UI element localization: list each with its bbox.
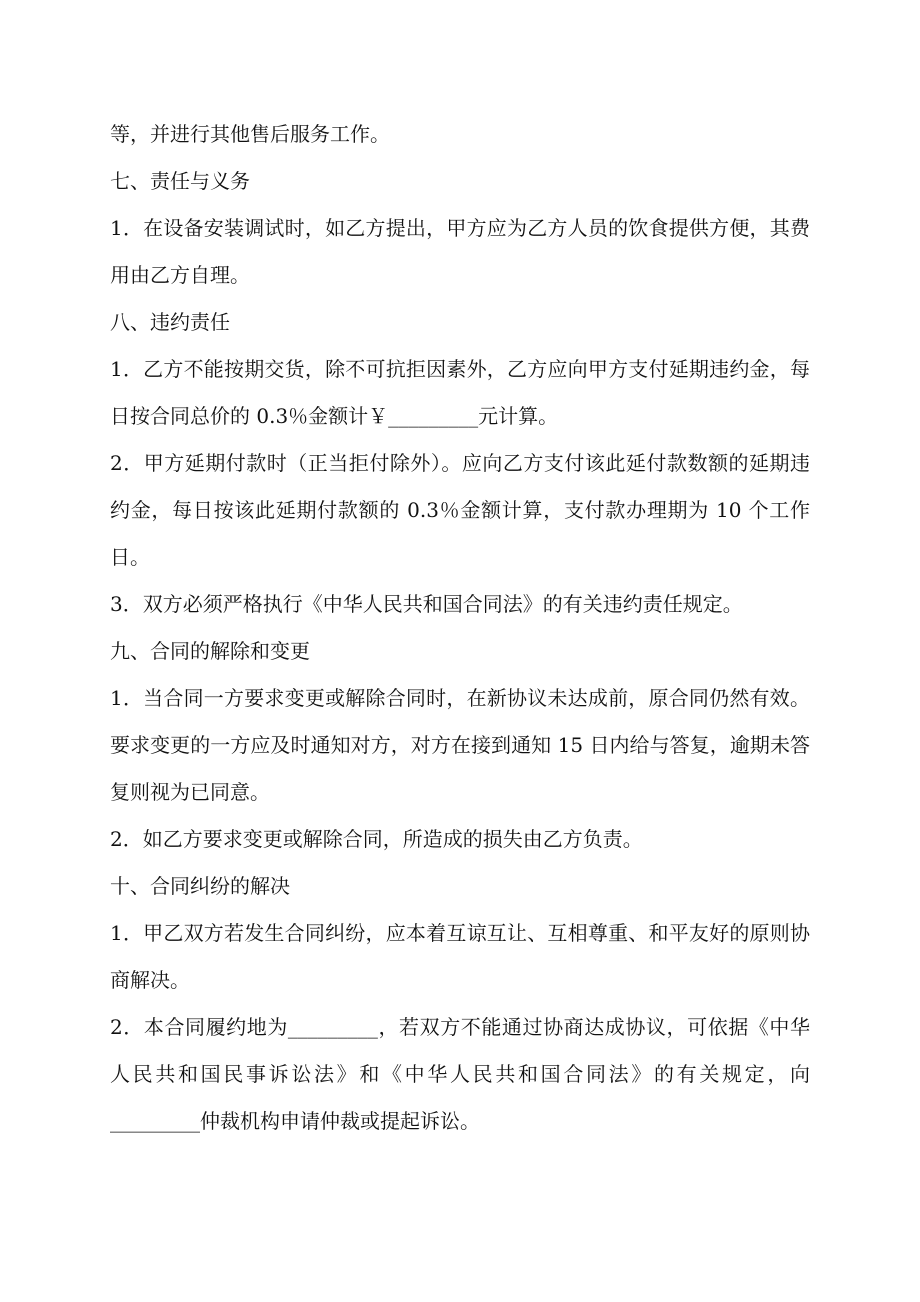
paragraph-continuation: 等，并进行其他售后服务工作。 — [110, 122, 390, 146]
clause-9-2: 2．如乙方要求变更或解除合同，所造成的损失由乙方负责。 — [110, 827, 643, 851]
clause-9-1: 1．当合同一方要求变更或解除合同时，在新协议未达成前，原合同仍然有效。要求变更的一方应及时通知对方，对方在接到通知 15 日内给与答复，逾期未答复则视为已同意。 — [110, 686, 810, 804]
contract-body — [110, 111, 810, 1145]
clause-8-2: 2．甲方延期付款时（正当拒付除外）。应向乙方支付该此延付款数额的延期违约金，每日按该此延期付款额的 0.3％金额计算，支付款办理期为 10 个工作日。 — [110, 451, 810, 569]
clause-10-2: 2．本合同履约地为_________，若双方不能通过协商达成协议，可依据《中华人民共和国民事诉讼法》和《中华人民共和国合同法》的有关规定，向_________仲裁机构申请仲裁或提起诉讼。 — [110, 1015, 810, 1133]
section-heading-8: 八、违约责任 — [110, 310, 230, 334]
section-heading-9: 九、合同的解除和变更 — [110, 639, 310, 663]
section-heading-10: 十、合同纠纷的解决 — [110, 874, 290, 898]
clause-7-1: 1．在设备安装调试时，如乙方提出，甲方应为乙方人员的饮食提供方便，其费用由乙方自理。 — [110, 216, 810, 287]
clause-8-3: 3．双方必须严格执行《中华人民共和国合同法》的有关违约责任规定。 — [110, 592, 743, 616]
clause-10-1: 1．甲乙双方若发生合同纠纷，应本着互谅互让、互相尊重、和平友好的原则协商解决。 — [110, 921, 810, 992]
section-heading-7: 七、责任与义务 — [110, 169, 250, 193]
clause-8-1: 1．乙方不能按期交货，除不可抗拒因素外，乙方应向甲方支付延期违约金，每日按合同总价的 0.3％金额计￥_________元计算。 — [110, 357, 810, 428]
